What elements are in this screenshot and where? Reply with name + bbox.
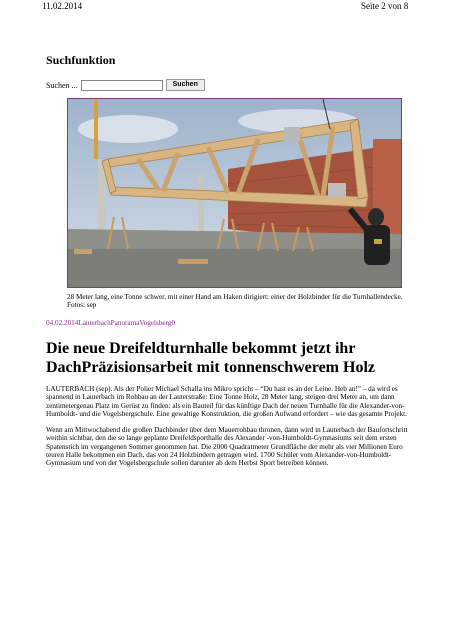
print-date: 11.02.2014 [42,1,83,11]
article-photo [67,98,402,288]
article-paragraph: LAUTERBACH (sep). Als der Polier Michael Schalla ins Mikro spricht – “Du hast es an der Leine. Heb an!” – da wird es spannend in Lauterbach im Rohbau an der Lauterstraße: Eine Tonne Holz, 28 Meter lang, steigen drei Meter an, um dann zentimetergenau Platz im Gerüst zu finden: als ein Bauteil für das künftige Dach der neuen Turnhalle für die Alexander-von-Humboldt- und die Vogelsbergschule. Eine gewaltige Konstruktion, die großen Aufwand erfordert – wie das gesamte Projekt. [46,385,407,418]
article-headline: Die neue Dreifeldturnhalle bekommt jetzt ihr DachPräzisionsarbeit mit tonnenschwerem Holz [46,340,375,376]
article-meta-link[interactable]: 04.02.2014LauterbachPanoramaVogelsberg0 [46,319,176,327]
search-button[interactable]: Suchen [166,79,205,91]
page-number: Seite 2 von 8 [361,1,409,11]
search-label: Suchen ... [46,80,78,90]
photo-caption: 28 Meter lang, eine Tonne schwer, mit einer Hand am Haken dirigiert: einer der Holzbinder für die Turnhallendecke. Fotos: sep [67,293,403,310]
search-input[interactable] [81,80,163,91]
search-section-title: Suchfunktion [46,53,116,67]
article-paragraph: Wenn am Mittwochabend die großen Dachbinder über dem Mauerrohbau thronen, dann wird in Lauterbach der Baufortschritt weithin sichtbar, den die so lange geplante Dreifeldsporthalle des Alexander -von-Humboldt-Gymnasiums seit dem ersten Spatenstich im vergangenen Sommer genommen hat. Die 2000 Quadratmeter Grundfläche der mehr als vier Millionen Euro teuren Halle bekommen ein Dach, das von 24 Holzbindern getragen wird. 1700 Schüler vom Alexander-von-Humboldt-Gymnasium und von der Vogelsbergschule sollen darunter ab dem Herbst Sport betreiben können. [46,426,408,468]
construction-scene-illustration [68,99,401,287]
search-form [46,79,205,91]
